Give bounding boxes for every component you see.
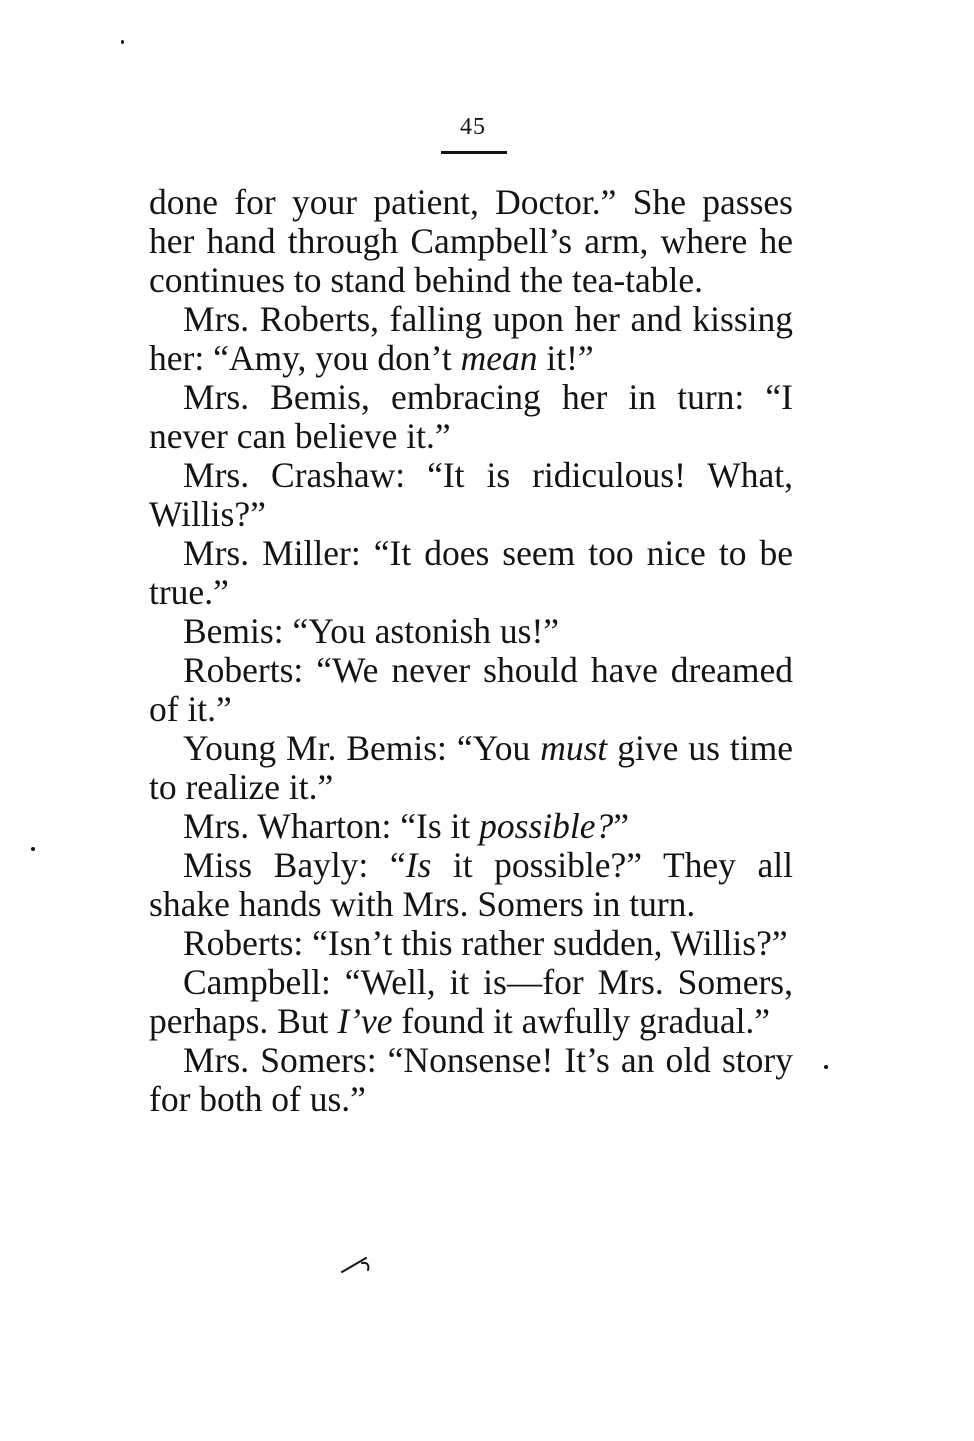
paragraph: Roberts: “We never should have dreamed of it.” — [149, 650, 793, 729]
paragraph: Mrs. Wharton: “Is it possible?” — [183, 806, 630, 846]
emphasis: mean — [460, 338, 538, 378]
scan-speck — [31, 847, 35, 851]
emphasis: Is — [405, 845, 432, 885]
emphasis: I’ve — [337, 1001, 393, 1041]
page-number: 45 — [460, 114, 486, 140]
emphasis: must — [540, 728, 608, 768]
paragraph: Mrs. Somers: “Nonsense! It’s an old story for both of us.” — [149, 1040, 793, 1119]
paragraph: Mrs. Miller: “It does seem too nice to be true.” — [149, 533, 793, 612]
paragraph: Mrs. Roberts, falling upon her and kissing her: “Amy, you don’t mean it!” — [149, 299, 793, 378]
paragraph: Mrs. Bemis, embracing her in turn: “I never can believe it.” — [149, 377, 793, 456]
paragraph: Mrs. Crashaw: “It is ridiculous! What, Willis?” — [149, 455, 793, 534]
paragraph: Campbell: “Well, it is—for Mrs. Somers, perhaps. But I’ve found it awfully gradual.” — [149, 962, 793, 1041]
header-rule — [441, 151, 507, 154]
scan-speck — [824, 1065, 828, 1069]
scan-speck — [121, 40, 124, 44]
paragraph: Miss Bayly: “Is it possible?” They all shake hands with Mrs. Somers in turn. — [149, 845, 793, 924]
body-text — [149, 183, 793, 1119]
ink-mark — [340, 1254, 374, 1276]
paragraph: Bemis: “You astonish us!” — [183, 611, 560, 651]
emphasis: possible? — [479, 806, 614, 846]
paragraph: done for your patient, Doctor.” She passes her hand through Campbell’s arm, where he continues to stand behind the tea-table. — [149, 182, 793, 300]
paragraph: Young Mr. Bemis: “You must give us time to realize it.” — [149, 728, 793, 807]
paragraph: Roberts: “Isn’t this rather sudden, Willis?” — [183, 923, 788, 963]
